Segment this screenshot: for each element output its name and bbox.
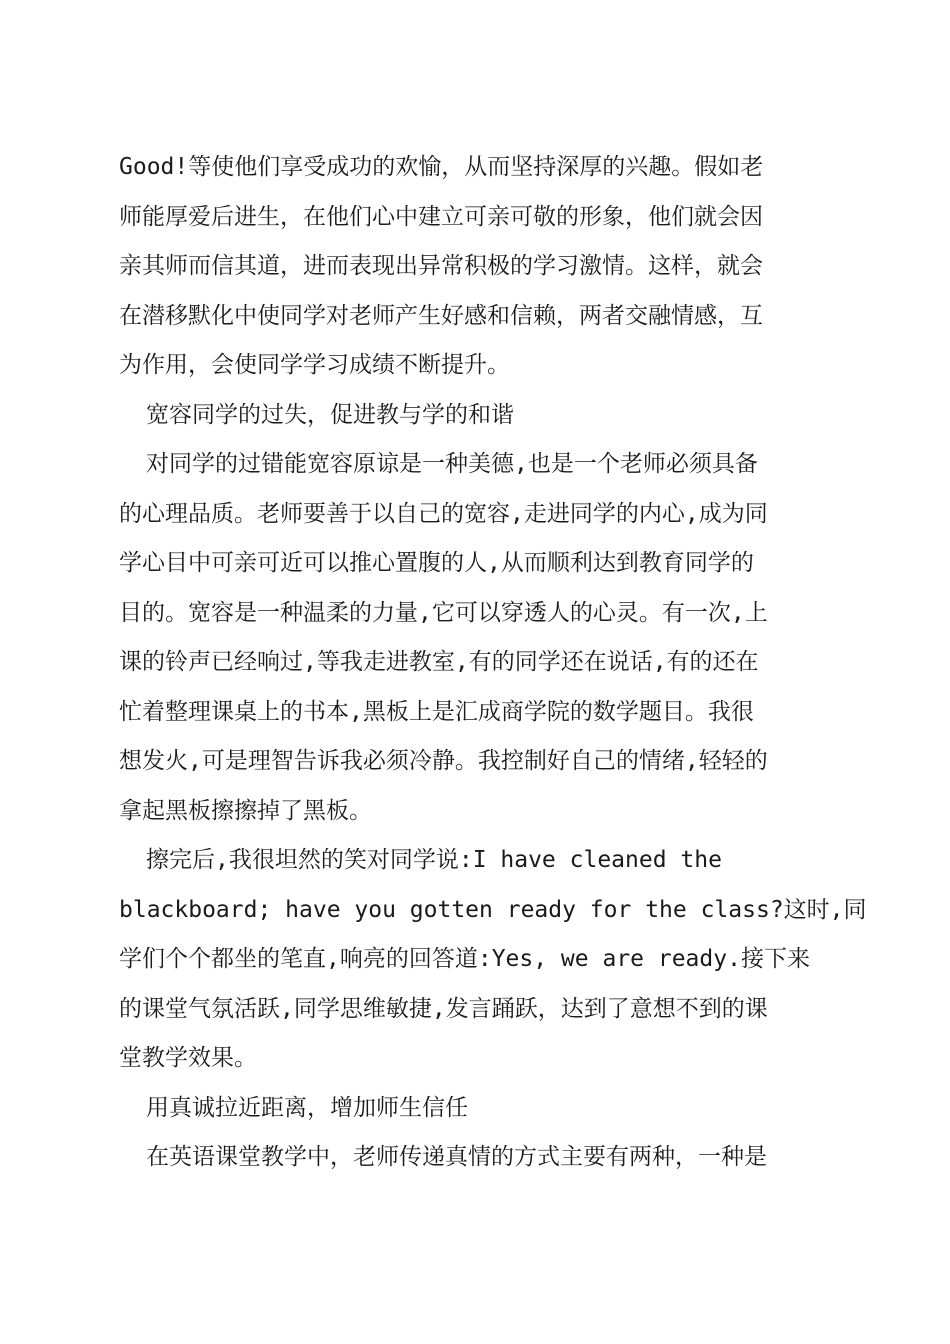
text-line: 擦完后,我很坦然的笑对同学说:I have cleaned the <box>146 847 722 873</box>
text-line: 想发火,可是理智告诉我必须冷静。我控制好自己的情绪,轻轻的 <box>119 748 768 774</box>
text-line: 师能厚爱后进生，在他们心中建立可亲可敬的形象，他们就会因 <box>119 203 763 230</box>
text-line: 为作用，会使同学学习成绩不断提升。 <box>119 352 510 378</box>
text-line: 的课堂气氛活跃,同学思维敏捷,发言踊跃，达到了意想不到的课 <box>119 995 768 1022</box>
section-heading: 宽容同学的过失，促进教与学的和谐 <box>146 401 514 428</box>
text-line: 学心目中可亲可近可以推心置腹的人,从而顺利达到教育同学的 <box>119 550 754 576</box>
section-heading: 用真诚拉近距离，增加师生信任 <box>146 1094 468 1121</box>
text-line: 忙着整理课桌上的书本,黑板上是汇成商学院的数学题目。我很 <box>119 698 754 725</box>
text-line: 堂教学效果。 <box>119 1045 257 1071</box>
text-line: 目的。宽容是一种温柔的力量,它可以穿透人的心灵。有一次,上 <box>119 599 768 626</box>
text-line: 亲其师而信其道，进而表现出异常积极的学习激情。这样，就会 <box>119 253 763 279</box>
text-line: 学们个个都坐的笔直,响亮的回答道:Yes, we are ready.接下来 <box>119 946 810 972</box>
text-line: 对同学的过错能宽容原谅是一种美德,也是一个老师必须具备 <box>146 451 758 477</box>
text-line: 课的铃声已经响过,等我走进教室,有的同学还在说话,有的还在 <box>119 649 759 675</box>
text-line: blackboard; have you gotten ready for the class?这时,同 <box>119 896 867 923</box>
text-line: 拿起黑板擦擦掉了黑板。 <box>119 797 372 824</box>
text-line: 在潜移默化中使同学对老师产生好感和信赖，两者交融情感，互 <box>119 302 763 329</box>
document-body <box>119 143 867 1183</box>
text-line: 的心理品质。老师要善于以自己的宽容,走进同学的内心,成为同 <box>119 500 768 527</box>
text-line: 在英语课堂教学中，老师传递真情的方式主要有两种，一种是 <box>146 1144 767 1170</box>
text-line: Good!等使他们享受成功的欢愉，从而坚持深厚的兴趣。假如老 <box>119 154 764 180</box>
